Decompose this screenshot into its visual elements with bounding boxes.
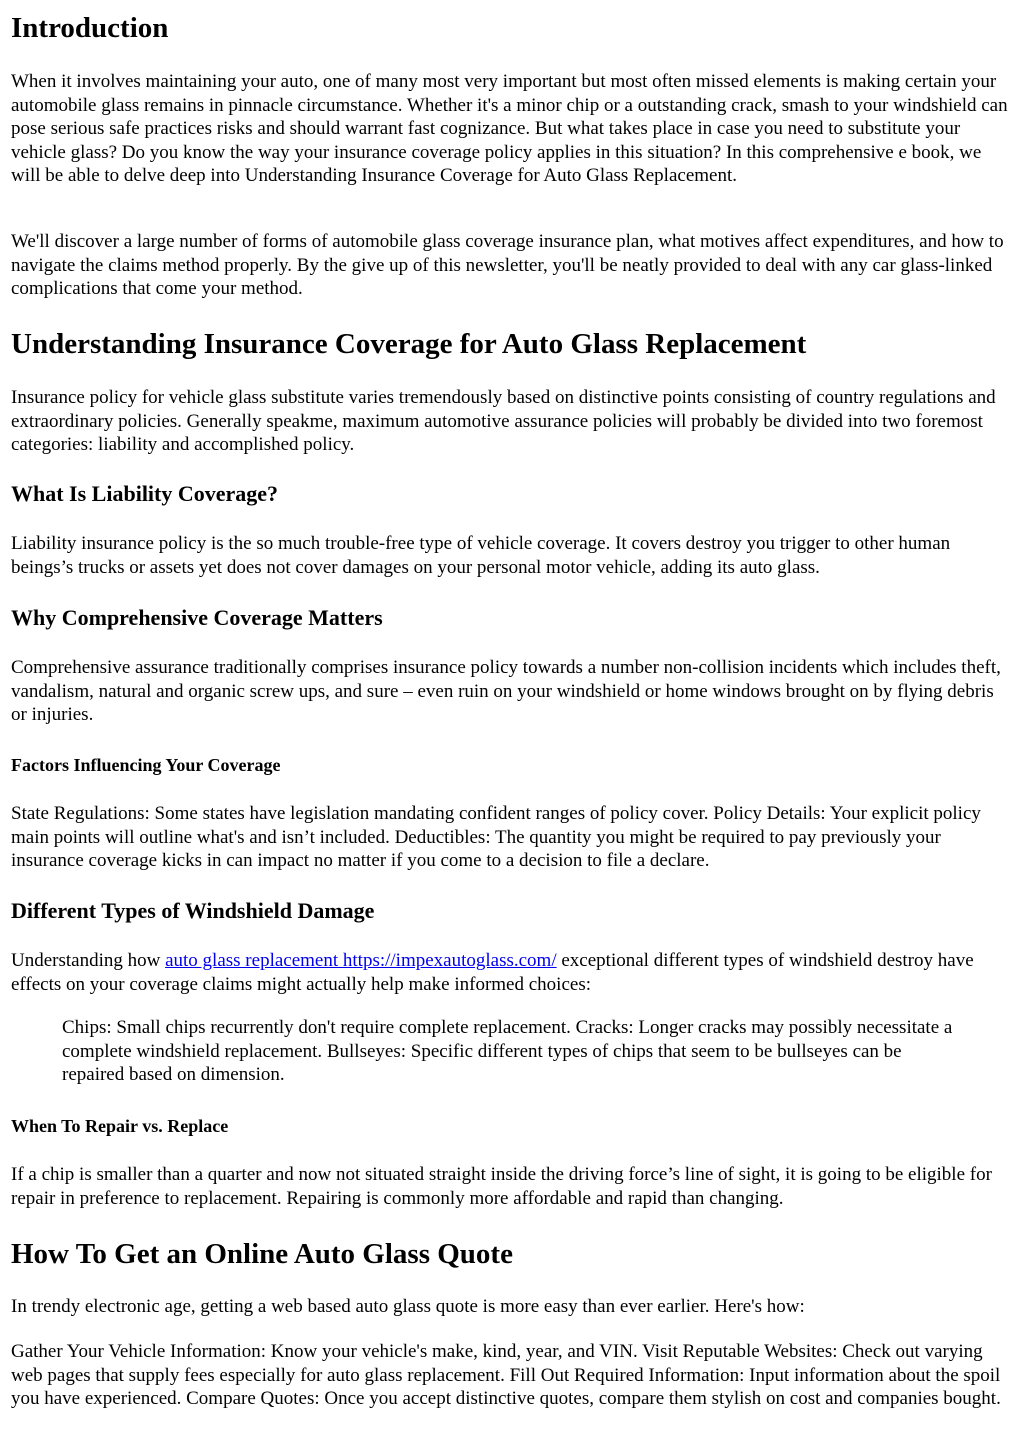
online-quote-heading: How To Get an Online Auto Glass Quote: [11, 1238, 513, 1270]
introduction-heading: Introduction: [11, 12, 169, 44]
damage-paragraph: [11, 949, 1014, 996]
factors-paragraph: State Regulations: Some states have legislation mandating confident ranges of policy cover. Policy Details: Your explicit policy main points will outline what's and isn’t included. Deductibles: The quantity you might be required to pay previously your insurance coverage kicks in can impact no matter if you come to a decision to file a declare.: [11, 803, 981, 871]
factors-heading: Factors Influencing Your Coverage: [11, 755, 281, 775]
comprehensive-heading: Why Comprehensive Coverage Matters: [11, 605, 383, 630]
auto-glass-replacement-link[interactable]: auto glass replacement https://impexautoglass.com/: [165, 950, 557, 971]
damage-text-after: exceptional different types of windshield destroy have effects on your coverage claims might actually help make informed choices:: [11, 950, 974, 995]
damage-heading: Different Types of Windshield Damage: [11, 898, 375, 923]
repair-paragraph: If a chip is smaller than a quarter and now not situated straight inside the driving force’s line of sight, it is going to be eligible for repair in preference to replacement. Repairing is commonly more affordable and rapid than changing.: [11, 1164, 992, 1209]
damage-text-before: Understanding how: [11, 950, 166, 971]
intro-paragraph-2: We'll discover a large number of forms of automobile glass coverage insurance plan, what motives affect expenditures, and how to navigate the claims method properly. By the give up of this newsletter, you'll be neatly provided to deal with any car glass-linked complications that come your method.: [11, 231, 1004, 299]
online-quote-paragraph-1: In trendy electronic age, getting a web based auto glass quote is more easy than ever earlier. Here's how:: [11, 1296, 805, 1317]
online-quote-paragraph-2: Gather Your Vehicle Information: Know your vehicle's make, kind, year, and VIN. Visit Reputable Websites: Check out varying web pages that supply fees especially for auto glass replacement. Fill Out Required Information: Input information about the spoil you have experienced. Compare Quotes: Once you accept distinctive quotes, compare them stylish on cost and companies bought.: [11, 1341, 1001, 1409]
understanding-heading: Understanding Insurance Coverage for Auto Glass Replacement: [11, 328, 807, 360]
liability-paragraph: Liability insurance policy is the so much trouble-free type of vehicle coverage. It covers destroy you trigger to other human beings’s trucks or assets yet does not cover damages on your personal motor vehicle, adding its auto glass.: [11, 533, 951, 578]
liability-heading: What Is Liability Coverage?: [11, 481, 279, 506]
damage-types-quote: Chips: Small chips recurrently don't require complete replacement. Cracks: Longer cracks may possibly necessitate a complete windshield replacement. Bullseyes: Specific different types of chips that seem to be bullseyes can be repaired based on dimension.: [62, 1017, 953, 1085]
comprehensive-paragraph: Comprehensive assurance traditionally comprises insurance policy towards a number non-collision incidents which includes theft, vandalism, natural and organic screw ups, and sure – even ruin on your windshield or home windows brought on by flying debris or injuries.: [11, 657, 1001, 725]
intro-paragraph-1: When it involves maintaining your auto, one of many most very important but most often missed elements is making certain your automobile glass remains in pinnacle circumstance. Whether it's a minor chip or a outstanding crack, smash to your windshield can pose serious safe practices risks and should warrant fast cognizance. But what takes place in case you need to substitute your vehicle glass? Do you know the way your insurance coverage policy applies in this situation? In this comprehensive e book, we will be able to delve deep into Understanding Insurance Coverage for Auto Glass Replacement.: [11, 71, 1008, 186]
understanding-paragraph: Insurance policy for vehicle glass substitute varies tremendously based on distinctive points consisting of country regulations and extraordinary policies. Generally speakme, maximum automotive assurance policies will probably be divided into two foremost categories: liability and accomplished policy.: [11, 387, 996, 455]
repair-heading: When To Repair vs. Replace: [11, 1116, 229, 1136]
